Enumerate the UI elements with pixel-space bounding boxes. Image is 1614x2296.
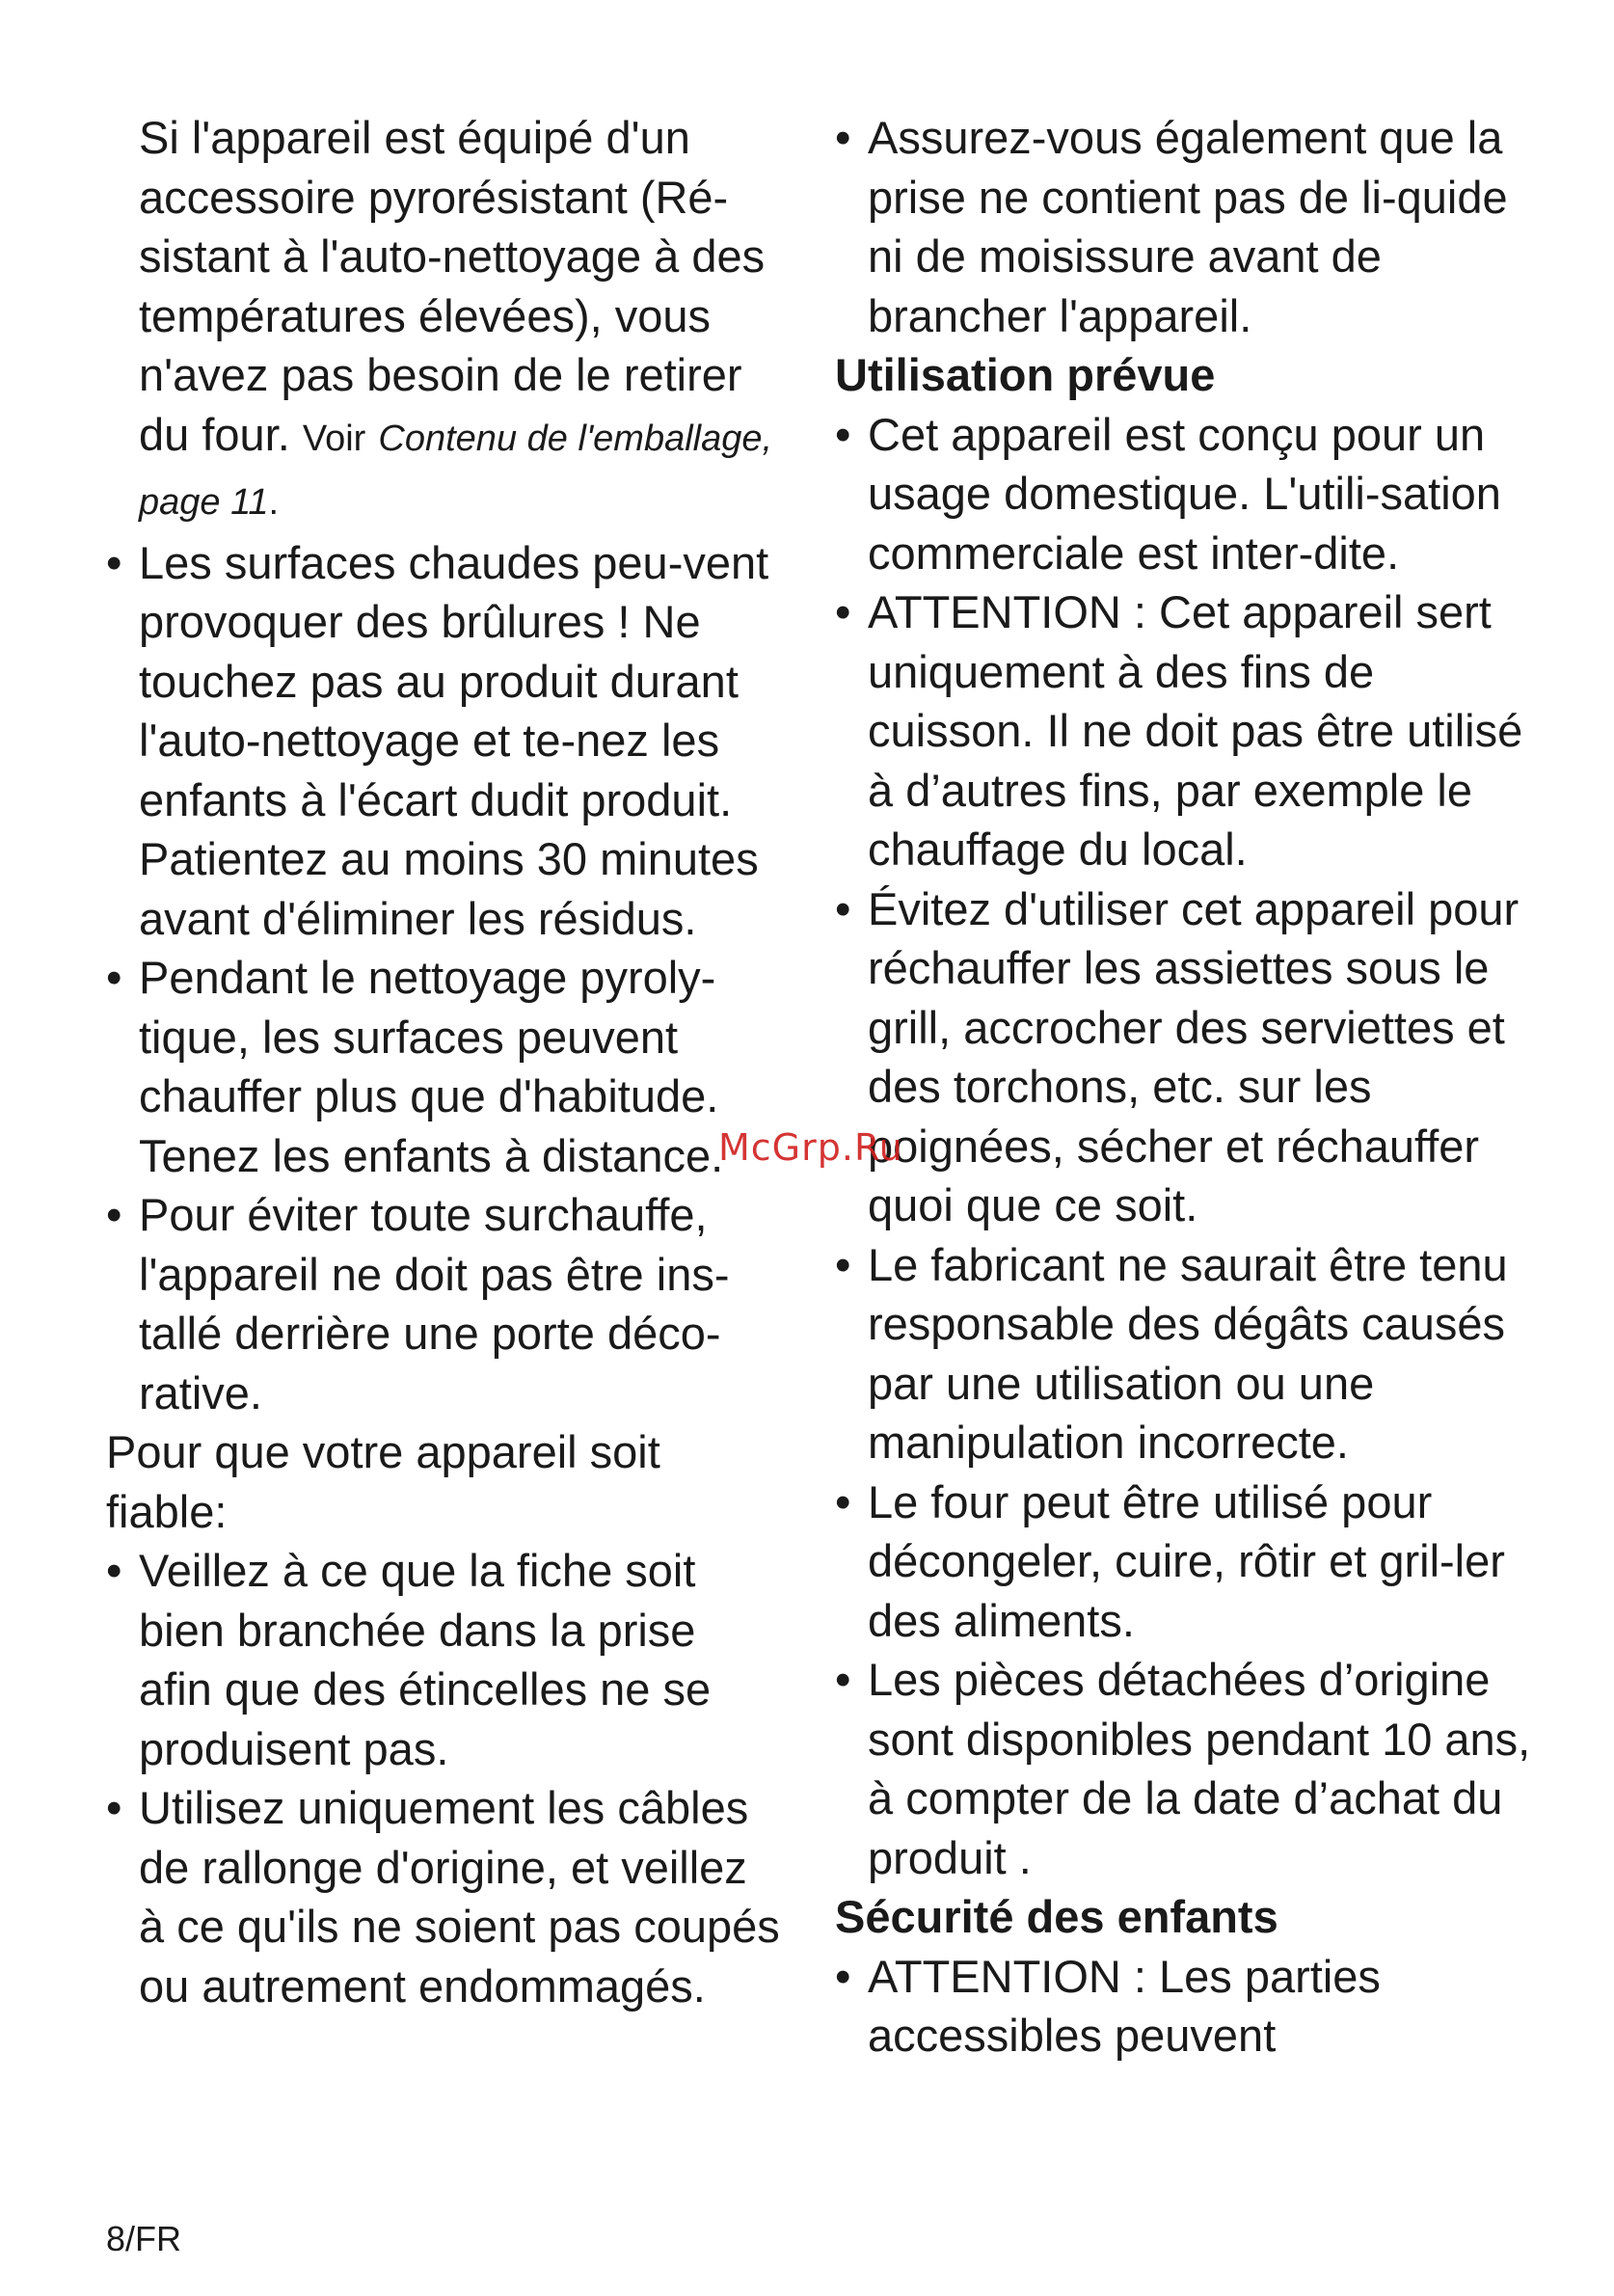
bullet-icon: • — [835, 882, 851, 934]
list-item-text: Assurez-vous également que la prise ne contient pas de li-quide ni de moisissure avant de brancher l'appareil. — [868, 112, 1508, 341]
right-column — [835, 108, 1539, 2066]
bullet-icon: • — [835, 1238, 851, 1290]
list-item-text: Le fabricant ne saurait être tenu responsable des dégâts causés par une utilisation ou une manipulation incorrecte. — [868, 1238, 1508, 1468]
list-item-text: Pendant le nettoyage pyroly-tique, les surfaces peuvent chauffer plus que d'habitude. Tenez les enfants à distance. — [139, 952, 724, 1181]
list-item-text: Pour éviter toute surchauffe, l'appareil ne doit pas être ins-tallé derrière une porte déco-rative. — [139, 1189, 730, 1418]
list-item — [835, 1650, 1539, 1887]
bullet-icon: • — [835, 1654, 851, 1705]
list-item-attention — [835, 1947, 1539, 2066]
bullet-icon: • — [835, 586, 851, 637]
list-item-text: Les parties accessibles peuvent — [868, 1950, 1381, 2061]
bullet-icon: • — [835, 1475, 851, 1527]
reliability-paragraph: Pour que votre appareil soit fiable: — [106, 1426, 660, 1537]
bullet-icon: • — [835, 112, 851, 163]
intro-text: Si l'appareil est équipé d'un accessoire pyrorésistant (Ré-sistant à l'auto-nettoyage à des températures élevées), vous n'avez pas besoin de le retirer du four. — [139, 112, 766, 460]
left-column — [106, 108, 781, 2015]
list-item — [835, 108, 1539, 345]
attention-label: ATTENTION : — [868, 586, 1146, 637]
list-item-text: Cet appareil sert uniquement à des fins de cuisson. Il ne doit pas être utilisé à d’autres fins, par exemple le chauffage du local. — [868, 586, 1523, 875]
intro-paragraph — [106, 108, 781, 533]
bullet-icon: • — [835, 1950, 851, 2002]
list-item — [835, 879, 1539, 1235]
bullet-icon: • — [106, 1189, 122, 1240]
watermark: McGrp.Ru — [718, 1126, 903, 1169]
list-item-attention — [835, 582, 1539, 879]
list-item — [106, 533, 781, 949]
list-item-text: Le four peut être utilisé pour décongeler, cuire, rôtir et gril-ler des aliments. — [868, 1475, 1505, 1646]
list-item — [835, 405, 1539, 583]
list-item-text: Évitez d'utiliser cet appareil pour réchauffer les assiettes sous le grill, accrocher des serviettes et des torchons, etc. sur les poignées, sécher et réchauffer quoi que ce soit. — [868, 882, 1520, 1230]
list-item-text: Les pièces détachées d’origine sont disponibles pendant 10 ans, à compter de la date d’achat du produit . — [868, 1654, 1531, 1883]
section-heading-child-safety: Sécurité des enfants — [835, 1891, 1278, 1942]
list-item — [835, 1235, 1539, 1472]
bullet-icon: • — [106, 952, 122, 1003]
bullet-icon: • — [106, 536, 122, 588]
list-item-text: Veillez à ce que la fiche soit bien branchée dans la prise afin que des étincelles ne se produisent pas. — [139, 1545, 712, 1774]
list-item — [106, 1541, 781, 1778]
intro-ref-link[interactable]: Contenu de l'emballage, page 11 — [139, 418, 773, 523]
bullet-icon: • — [835, 408, 851, 460]
list-item-text: Cet appareil est conçu pour un usage domestique. L'utili-sation commerciale est inter-dite. — [868, 408, 1501, 579]
intro-ref-prefix: Voir — [302, 418, 366, 459]
list-item — [106, 1185, 781, 1422]
list-item-text: Utilisez uniquement les câbles de rallonge d'origine, et veillez à ce qu'ils ne soient pas coupés ou autrement endommagés. — [139, 1782, 780, 2012]
list-item — [106, 1778, 781, 2015]
list-item — [106, 948, 781, 1185]
intro-ref-end: . — [268, 482, 280, 523]
page-number: 8/FR — [106, 2219, 182, 2258]
section-heading-intended-use: Utilisation prévue — [835, 349, 1216, 400]
attention-label: ATTENTION : — [868, 1950, 1146, 2002]
bullet-icon: • — [106, 1545, 122, 1596]
list-item — [835, 1472, 1539, 1651]
list-item-text: Les surfaces chaudes peu-vent provoquer des brûlures ! Ne touchez pas au produit durant l'auto-nettoyage et te-nez les enfants à l'écart dudit produit. Patientez au moins 30 minutes avant d'éliminer les résidus. — [139, 536, 769, 944]
bullet-icon: • — [106, 1782, 122, 1833]
